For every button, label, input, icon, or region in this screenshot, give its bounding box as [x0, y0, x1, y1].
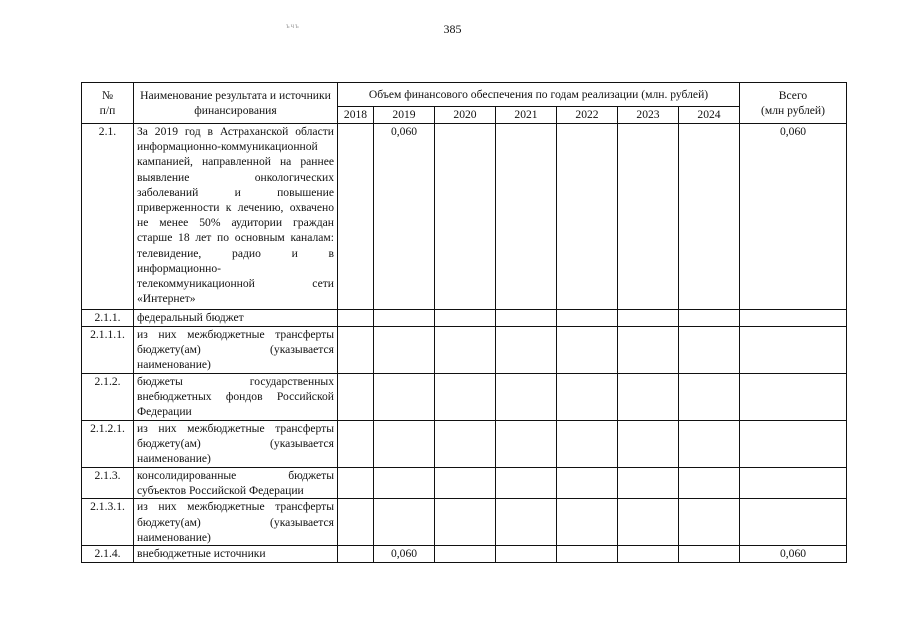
value-2018 — [338, 546, 374, 563]
row-name: внебюджетные источники — [134, 546, 338, 563]
row-total: 0,060 — [740, 546, 847, 563]
value-2019: 0,060 — [374, 124, 435, 310]
table-row — [82, 546, 847, 563]
row-total — [740, 421, 847, 468]
value-2020 — [435, 421, 496, 468]
row-name: из них межбюджетные трансферты бюджету(ам) (указывается наименование) — [134, 327, 338, 374]
financing-table — [81, 82, 847, 563]
row-total — [740, 499, 847, 546]
value-2018 — [338, 374, 374, 421]
row-number: 2.1.1. — [82, 310, 134, 327]
row-total: 0,060 — [740, 124, 847, 310]
table-row — [82, 499, 847, 546]
row-number: 2.1. — [82, 124, 134, 310]
value-2018 — [338, 327, 374, 374]
table-row — [82, 124, 847, 310]
value-2023 — [618, 499, 679, 546]
row-name: За 2019 год в Астраханской области информационно-коммуникационной кампанией, направленной на раннее выявление онкологических заболеваний и повышение приверженности к лечению, охвачено не менее 50% аудитории граждан старше 18 лет по основным каналам: телевидение, радио и в информационно-телекоммуникационной сети «Интернет» — [134, 124, 338, 310]
value-2022 — [557, 546, 618, 563]
table-row — [82, 310, 847, 327]
value-2020 — [435, 546, 496, 563]
value-2024 — [679, 546, 740, 563]
value-2023 — [618, 327, 679, 374]
row-number: 2.1.3.1. — [82, 499, 134, 546]
value-2020 — [435, 327, 496, 374]
value-2024 — [679, 124, 740, 310]
value-2021 — [496, 374, 557, 421]
row-name: из них межбюджетные трансферты бюджету(ам) (указывается наименование) — [134, 421, 338, 468]
value-2021 — [496, 499, 557, 546]
value-2021 — [496, 124, 557, 310]
table-row — [82, 468, 847, 499]
value-2021 — [496, 421, 557, 468]
row-name: федеральный бюджет — [134, 310, 338, 327]
value-2024 — [679, 374, 740, 421]
value-2023 — [618, 310, 679, 327]
table-row — [82, 421, 847, 468]
header-year-2018: 2018 — [338, 107, 374, 124]
row-name: бюджеты государственных внебюджетных фондов Российской Федерации — [134, 374, 338, 421]
value-2018 — [338, 124, 374, 310]
row-total — [740, 374, 847, 421]
table-row — [82, 374, 847, 421]
row-name: консолидированные бюджеты субъектов Российской Федерации — [134, 468, 338, 499]
header-year-2019: 2019 — [374, 107, 435, 124]
value-2018 — [338, 468, 374, 499]
value-2019 — [374, 421, 435, 468]
value-2021 — [496, 310, 557, 327]
value-2019 — [374, 327, 435, 374]
value-2023 — [618, 546, 679, 563]
row-number: 2.1.2. — [82, 374, 134, 421]
header-year-2021: 2021 — [496, 107, 557, 124]
header-year-2023: 2023 — [618, 107, 679, 124]
value-2023 — [618, 421, 679, 468]
row-number: 2.1.4. — [82, 546, 134, 563]
value-2020 — [435, 310, 496, 327]
value-2022 — [557, 374, 618, 421]
value-2023 — [618, 124, 679, 310]
row-number: 2.1.2.1. — [82, 421, 134, 468]
header-year-2024: 2024 — [679, 107, 740, 124]
row-total — [740, 327, 847, 374]
row-total — [740, 468, 847, 499]
header-name: Наименование результата и источники финансирования — [134, 83, 338, 124]
value-2024 — [679, 468, 740, 499]
value-2023 — [618, 468, 679, 499]
value-2024 — [679, 421, 740, 468]
value-2022 — [557, 124, 618, 310]
header-year-2022: 2022 — [557, 107, 618, 124]
value-2022 — [557, 468, 618, 499]
value-2019 — [374, 468, 435, 499]
value-2021 — [496, 468, 557, 499]
header-volume: Объем финансового обеспечения по годам реализации (млн. рублей) — [338, 83, 740, 107]
value-2022 — [557, 499, 618, 546]
page-number: 385 — [443, 22, 462, 36]
value-2020 — [435, 499, 496, 546]
value-2020 — [435, 374, 496, 421]
value-2024 — [679, 499, 740, 546]
value-2022 — [557, 310, 618, 327]
value-2019 — [374, 374, 435, 421]
value-2020 — [435, 124, 496, 310]
value-2023 — [618, 374, 679, 421]
value-2019: 0,060 — [374, 546, 435, 563]
table-row — [82, 327, 847, 374]
row-number: 2.1.1.1. — [82, 327, 134, 374]
header-total: Всего (млн рублей) — [740, 83, 847, 124]
header-year-2020: 2020 — [435, 107, 496, 124]
scan-artifact: ъчъ — [286, 22, 300, 30]
value-2019 — [374, 499, 435, 546]
value-2019 — [374, 310, 435, 327]
value-2021 — [496, 327, 557, 374]
value-2018 — [338, 421, 374, 468]
value-2024 — [679, 310, 740, 327]
value-2024 — [679, 327, 740, 374]
row-total — [740, 310, 847, 327]
value-2022 — [557, 421, 618, 468]
value-2018 — [338, 310, 374, 327]
value-2022 — [557, 327, 618, 374]
value-2018 — [338, 499, 374, 546]
row-number: 2.1.3. — [82, 468, 134, 499]
header-number: № п/п — [82, 83, 134, 124]
row-name: из них межбюджетные трансферты бюджету(ам) (указывается наименование) — [134, 499, 338, 546]
value-2020 — [435, 468, 496, 499]
value-2021 — [496, 546, 557, 563]
